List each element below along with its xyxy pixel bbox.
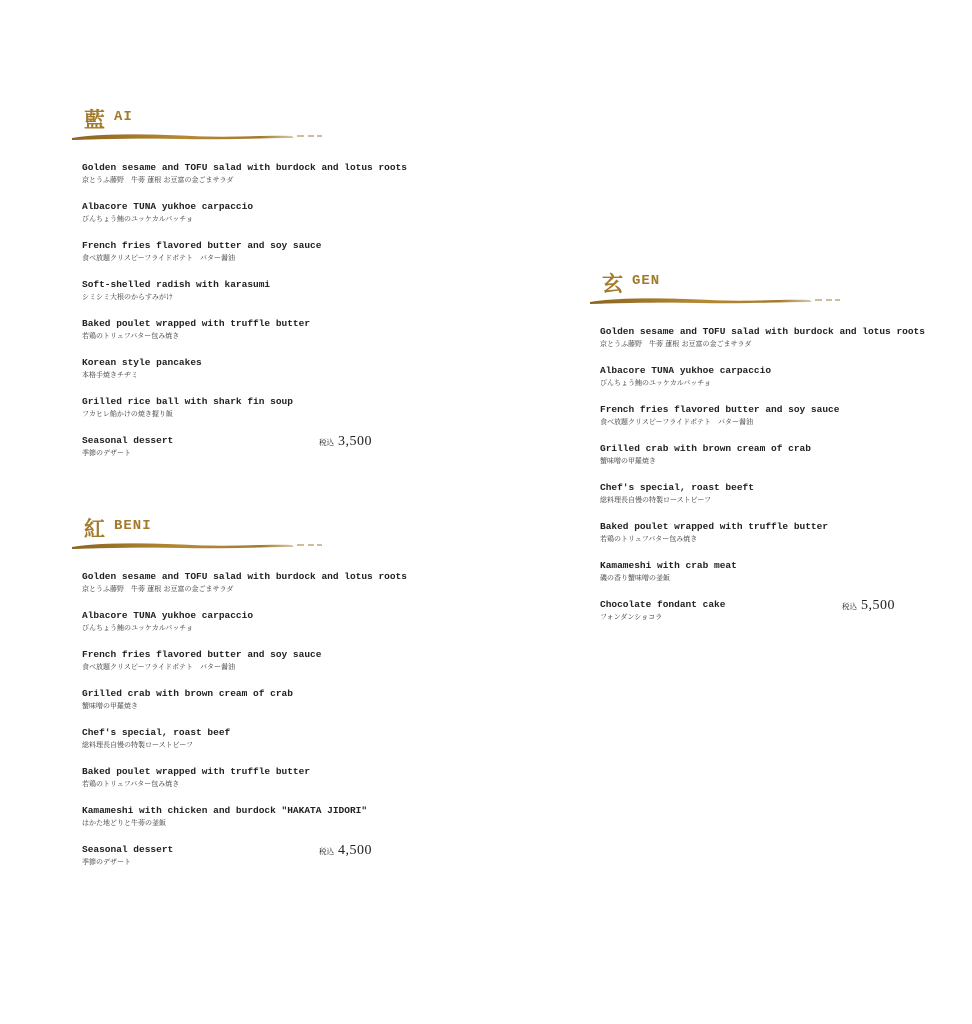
menu-item-list <box>72 571 407 883</box>
menu-item-name-ja: 総料理長自慢の特製ローストビーフ <box>82 741 194 749</box>
menu-item-name-ja: びんちょう鮪のユッケカルパッチョ <box>82 215 194 223</box>
menu-item-name-en: Baked poulet wrapped with truffle butter <box>600 521 829 532</box>
menu-item-list <box>590 326 925 638</box>
menu-item-name-en: Albacore TUNA yukhoe carpaccio <box>600 365 772 376</box>
course-price <box>319 434 372 450</box>
menu-item-name-en: Chef's special, roast beeft <box>600 482 754 493</box>
menu-item <box>82 279 372 318</box>
menu-item-name-ja: はかた地どりと牛蒡の釜飯 <box>82 819 166 827</box>
menu-item <box>600 404 895 443</box>
menu-item-name-en: Korean style pancakes <box>82 357 202 368</box>
menu-item-name-en: Golden sesame and TOFU salad with burdock and lotus roots <box>600 326 925 337</box>
menu-item-name-en: Kamameshi with crab meat <box>600 560 737 571</box>
tax-included-label: 税込 <box>319 438 334 447</box>
menu-item-name-en: Grilled crab with brown cream of crab <box>82 688 293 699</box>
menu-item <box>82 649 372 688</box>
tax-included-label: 税込 <box>842 602 857 611</box>
menu-item-name-ja: シミシミ大根のからすみがけ <box>82 293 173 301</box>
course-title: AI <box>114 109 133 125</box>
menu-item-name-ja: 磯の香り蟹味噌の釜飯 <box>600 574 670 582</box>
price-amount: 3,500 <box>338 434 372 449</box>
course-header <box>72 513 372 553</box>
course-kanji: 紅 <box>84 516 105 541</box>
menu-item-name-ja: 京とうふ藤野 牛蒡 蓮根 お豆富の金ごまサラダ <box>82 176 234 184</box>
menu-item <box>82 318 372 357</box>
menu-item-name-en: Chocolate fondant cake <box>600 599 726 610</box>
menu-item <box>82 201 372 240</box>
menu-item-name-en: French fries flavored butter and soy sauce <box>600 404 840 415</box>
menu-item <box>82 162 407 201</box>
menu-item-name-en: Baked poulet wrapped with truffle butter <box>82 318 311 329</box>
course-ai <box>72 104 407 474</box>
menu-item-name-en: Kamameshi with chicken and burdock "HAKATA JIDORI" <box>82 805 368 816</box>
menu-item <box>600 365 895 404</box>
course-header <box>590 268 895 308</box>
menu-item <box>82 766 372 805</box>
course-title: BENI <box>114 518 152 534</box>
menu-item-name-ja: 京とうふ藤野 牛蒡 蓮根 お豆富の金ごまサラダ <box>82 585 234 593</box>
menu-item-name-en: Soft-shelled radish with karasumi <box>82 279 271 290</box>
menu-item <box>600 326 925 365</box>
menu-item-name-ja: 季節のデザート <box>82 449 131 457</box>
course-title: GEN <box>632 273 661 289</box>
menu-item-name-ja: 食べ放題クリスピーフライドポテト バター醤油 <box>82 663 236 671</box>
menu-item <box>82 805 372 844</box>
menu-item <box>82 571 407 610</box>
menu-item-name-en: Golden sesame and TOFU salad with burdock and lotus roots <box>82 162 407 173</box>
menu-item-name-en: Baked poulet wrapped with truffle butter <box>82 766 311 777</box>
menu-item-name-en: French fries flavored butter and soy sauce <box>82 649 322 660</box>
menu-item-name-en: Chef's special, roast beef <box>82 727 231 738</box>
menu-item-name-ja: 本格手焼きチヂミ <box>82 371 138 379</box>
menu-item-name-ja: 若鶏のトリュフバター包み焼き <box>82 332 180 340</box>
course-gen <box>590 268 925 638</box>
menu-item-name-ja: フォンダンショコラ <box>600 613 663 621</box>
menu-item-name-ja: 食べ放題クリスピーフライドポテト バター醤油 <box>82 254 236 262</box>
menu-item-name-ja: 総料理長自慢の特製ローストビーフ <box>600 496 712 504</box>
menu-item <box>600 482 895 521</box>
menu-item <box>82 610 372 649</box>
menu-item <box>82 240 372 279</box>
course-price <box>842 598 895 614</box>
menu-item <box>600 560 895 599</box>
menu-item <box>82 357 372 396</box>
menu-item <box>82 688 372 727</box>
menu-item-name-en: Seasonal dessert <box>82 844 174 855</box>
menu-item-name-ja: びんちょう鮪のユッケカルパッチョ <box>82 624 194 632</box>
menu-item <box>82 396 372 435</box>
menu-item-list <box>72 162 407 474</box>
price-amount: 5,500 <box>861 598 895 613</box>
menu-item-name-en: Grilled rice ball with shark fin soup <box>82 396 293 407</box>
menu-item-name-ja: 若鶏のトリュフバター包み焼き <box>82 780 180 788</box>
menu-item <box>600 443 895 482</box>
tax-included-label: 税込 <box>319 847 334 856</box>
brush-stroke-divider <box>590 294 840 306</box>
course-price <box>319 843 372 859</box>
price-amount: 4,500 <box>338 843 372 858</box>
menu-item-name-ja: フカヒレ餡かけの焼き握り飯 <box>82 410 173 418</box>
menu-item-name-ja: 季節のデザート <box>82 858 131 866</box>
menu-item-name-ja: 蟹味噌の甲羅焼き <box>82 702 138 710</box>
course-header <box>72 104 372 144</box>
course-kanji: 玄 <box>602 271 623 296</box>
course-beni <box>72 513 407 883</box>
menu-item-name-en: Albacore TUNA yukhoe carpaccio <box>82 201 254 212</box>
menu-item-name-en: Seasonal dessert <box>82 435 174 446</box>
menu-item-name-en: Grilled crab with brown cream of crab <box>600 443 811 454</box>
course-kanji: 藍 <box>84 107 105 132</box>
menu-item <box>600 521 895 560</box>
menu-item-name-ja: びんちょう鮪のユッケカルパッチョ <box>600 379 712 387</box>
menu-item-name-ja: 蟹味噌の甲羅焼き <box>600 457 656 465</box>
menu-item-name-en: Golden sesame and TOFU salad with burdock and lotus roots <box>82 571 407 582</box>
menu-item <box>82 727 372 766</box>
menu-item-name-en: Albacore TUNA yukhoe carpaccio <box>82 610 254 621</box>
menu-item-name-en: French fries flavored butter and soy sauce <box>82 240 322 251</box>
menu-item-name-ja: 京とうふ藤野 牛蒡 蓮根 お豆富の金ごまサラダ <box>600 340 752 348</box>
menu-item-name-ja: 若鶏のトリュフバター包み焼き <box>600 535 698 543</box>
menu-item-name-ja: 食べ放題クリスピーフライドポテト バター醤油 <box>600 418 754 426</box>
brush-stroke-divider <box>72 130 322 142</box>
brush-stroke-divider <box>72 539 322 551</box>
